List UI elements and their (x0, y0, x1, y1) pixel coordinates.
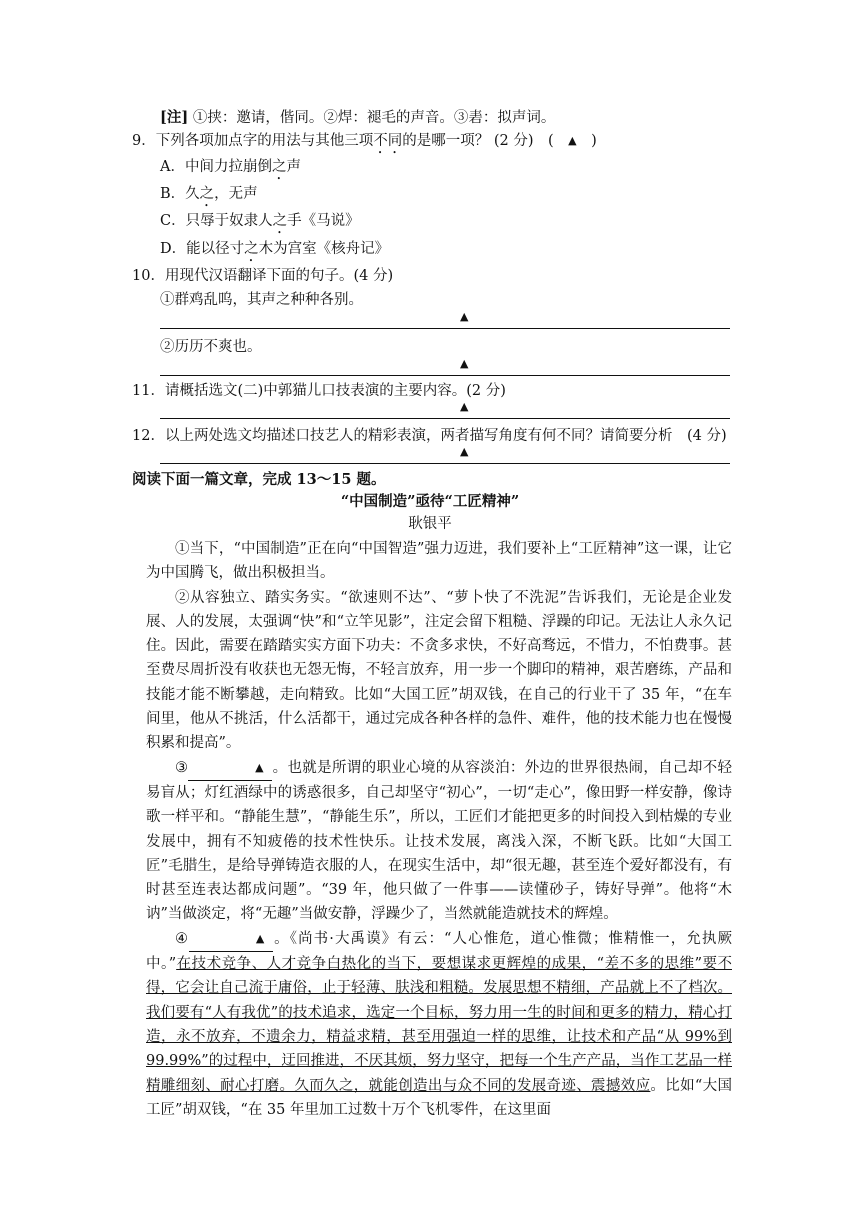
article-author: 耿银平 (408, 516, 452, 532)
q9-option-d: D．能以径寸之木为宫室《核舟记》 (160, 241, 390, 257)
answer-triangle-icon: ▲ (255, 931, 265, 945)
question-10-stem: 10．用现代汉语翻译下面的句子。(4 分) (132, 268, 394, 284)
article-title: “中国制造”亟待“工匠精神” (340, 493, 520, 510)
q9-stem-b: 的是哪一项？ (2 分) ( (402, 133, 569, 149)
q10-sentence-1: ①群鸡乱呜，其声之种种各别。 (160, 292, 363, 308)
q10-answer-line-2[interactable] (160, 355, 730, 376)
article-body (146, 537, 732, 1122)
article-paragraph-3: ③ ▲ 。也就是所谓的职业心境的从容淡泊：外边的世界很热闹，自己却不轻易盲从；灯红酒绿中的诱惑很多，自己却坚守“初心”，一切“走心”，像田野一样安静，像诗歌一样平和。“静能生慧”，“静能生乐”，所以，工匠们才能把更多的时间投入到枯燥的专业发展中，拥有不知疲倦的技术性快乐。让技术发展，离浅入深，不断飞跃。比如“大国工匠”毛腊生，是给导弹铸造衣服的人，在现实生活中，却“很无趣，甚至连个爱好都没有，有时甚至连表达都成问题”。“39 年，他只做了一件事——读懂砂子，铸好导弹”。他将“木讷”当做淡定，将“无趣”当做安静，浮躁少了，当然就能造就技术的辉煌。 (146, 756, 732, 927)
question-12-stem: 12．以上两处选文均描述口技艺人的精彩表演，两者描写角度有何不同？请简要分析 (4 分) (132, 428, 727, 444)
q9-stem-emphasis: 不同 (373, 133, 403, 149)
q9-option-c: C．只辱于奴隶人之手《马说》 (160, 213, 360, 229)
dotted-char: 之 (272, 213, 288, 229)
answer-triangle-icon: ▲ (255, 760, 264, 774)
dotted-char: 之 (199, 186, 215, 202)
underlined-passage: 在技术竞争、人才竞争白热化的当下，要想谋求更辉煌的成果，“差不多的思维”要不得，它会让自己流于庸俗，止于轻薄、肤浅和粗糙。发展思想不精细，产品就上不了档次。我们要有“人有我优”的技术追求，选定一个目标，努力用一生的时间和更多的精力，精心打造，永不放弃，不遗余力，精益求精，甚至用强迫一样的思维，让技术和产品“从 99%到 99.99%”的过程中，迂回推进，不厌其烦，努力坚守，把每一个生产产品，当作工艺品一样精雕细刻、耐心打磨。久而久之，就能创造出与众不同的发展奇迹、震撼效应 (146, 956, 732, 1094)
q12-answer-line[interactable] (160, 443, 730, 464)
paragraph-3-blank[interactable] (188, 756, 272, 781)
article-paragraph-2: ②从容独立、踏实务实。“欲速则不达”、“萝卜快了不洗泥”告诉我们，无论是企业发展、人的发展，太强调“快”和“立竿见影”，注定会留下粗糙、浮躁的印记。无法让人永久记住。因此，需要在踏踏实实方面下功夫：不贪多求快，不好高骛远，不惜力，不怕费事。甚至费尽周折没有收获也无怨无悔，不轻言放弃，用一步一个脚印的精神，艰苦磨练，产品和技能才能不断攀越，走向精致。比如“大国工匠”胡双钱，在自己的行业干了 35 年，“在车间里，他从不挑活，什么活都干，通过完成各种各样的急件、难件，他的技术能力也在慢慢积累和提高”。 (146, 589, 732, 752)
article-paragraph-1: ①当下，“中国制造”正在向“中国智造”强力迈进，我们要补上“工匠精神”这一课，让它为中国腾飞，做出积极担当。 (146, 541, 732, 582)
q9-stem-c: ) (576, 133, 597, 149)
q9-option-b: B．久之，无声 (160, 186, 258, 202)
paragraph-4-blank[interactable] (189, 927, 273, 952)
answer-triangle-icon: ▲ (460, 310, 469, 323)
q10-sentence-2: ②历历不爽也。 (160, 339, 262, 355)
answer-triangle-icon: ▲ (568, 134, 577, 147)
q10-answer-line-1[interactable] (160, 308, 730, 329)
note-text: ①挟：邀请，偕同。②焊：褪毛的声音。③砉：拟声词。 (192, 110, 556, 126)
question-11-stem: 11．请概括选文(二)中郭猫儿口技表演的主要内容。(2 分) (132, 383, 506, 399)
answer-triangle-icon: ▲ (460, 400, 469, 413)
dotted-char: 之 (244, 241, 259, 257)
article-paragraph-4: ④ ▲ 。《尚书·大禹谟》有云：“人心惟危，道心惟微；惟精惟一，允执厥中。”在技术竞争、人才竞争白热化的当下，要想谋求更辉煌的成果，“差不多的思维”要不得，它会让自己流于庸俗，止于轻薄、肤浅和粗糙。发展思想不精细，产品就上不了档次。我们要有“人有我优”的技术追求，选定一个目标，努力用一生的时间和更多的精力，精心打造，永不放弃，不遗余力，精益求精，甚至用强迫一样的思维，让技术和产品“从 99%到 99.99%”的过程中，迂回推进，不厌其烦，努力坚守，把每一个生产产品，当作工艺品一样精雕细刻、耐心打磨。久而久之，就能创造出与众不同的发展奇迹、震撼效应。比如“大国工匠”胡双钱，“在 35 年里加工过数十万个飞机零件，在这里面 (146, 927, 732, 1122)
reading-instruction: 阅读下面一篇文章，完成 13～15 题。 (132, 471, 386, 488)
q9-number: 9． (132, 133, 156, 149)
q9-stem-a: 下列各项加点字的用法与其他三项 (155, 133, 374, 149)
answer-triangle-icon: ▲ (460, 357, 469, 370)
note-label: [注] (160, 109, 189, 126)
dotted-char: 之 (271, 159, 287, 175)
note-line (160, 108, 860, 128)
q9-option-a: A．中间力拉崩倒之声 (160, 159, 301, 175)
q11-answer-line[interactable] (160, 398, 730, 419)
answer-triangle-icon: ▲ (460, 445, 469, 458)
question-9-stem (132, 131, 860, 157)
